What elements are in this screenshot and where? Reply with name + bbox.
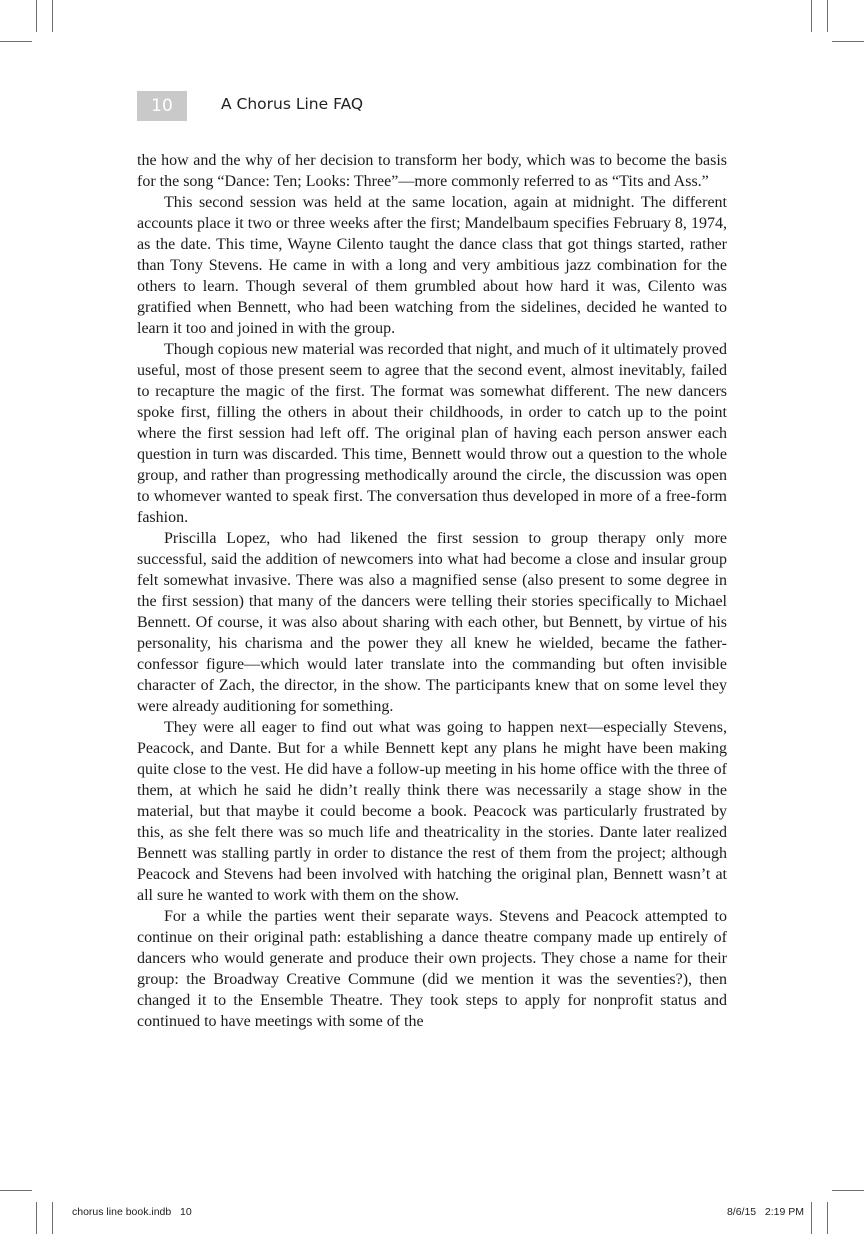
crop-mark [832,1190,864,1191]
crop-mark [52,0,53,32]
crop-mark [52,1202,53,1234]
crop-mark [36,0,37,32]
crop-mark [811,0,812,32]
crop-mark [811,1202,812,1234]
crop-mark [827,1202,828,1234]
crop-mark [0,1190,32,1191]
crop-mark [827,0,828,32]
body-text [137,150,727,1032]
crop-mark [36,1202,37,1234]
crop-mark [832,41,864,42]
paragraph: This second session was held at the same location, again at midnight. The different accounts place it two or three weeks after the first; Mandelbaum specifies February 8, 1974, as the date. This time, Wayne Cilento taught the dance class that got things started, rather than Tony Stevens. He came in with a long and very ambitious jazz combination for the others to learn. Though several of them grumbled about how hard it was, Cilento was gratified when Bennett, who had been watching from the sidelines, decided he wanted to learn it too and joined in with the group. [137,194,727,337]
paragraph: Though copious new material was recorded that night, and much of it ultimately proved useful, most of those present seem to agree that the second event, almost inevitably, failed to recapture the magic of the first. The format was somewhat different. The new dancers spoke first, filling the others in about their childhoods, in order to catch up to the point where the first session had left off. The original plan of having each person answer each question in turn was discarded. This time, Bennett would throw out a question to the whole group, and rather than progressing methodically around the circle, the discussion was open to whomever wanted to speak first. The conversation thus developed in more of a free-form fashion. [137,341,727,526]
page-number-box [137,91,187,121]
running-title: A Chorus Line FAQ [221,95,364,113]
paragraph: the how and the why of her decision to transform her body, which was to become the basis for the song “Dance: Ten; Looks: Three”—more commonly referred to as “Tits and Ass.” [137,152,727,190]
paragraph: Priscilla Lopez, who had likened the first session to group therapy only more successful, said the addition of newcomers into what had become a close and insular group felt somewhat invasive. There was also a magnified sense (also present to some degree in the first session) that many of the dancers were telling their stories specifically to Michael Bennett. Of course, it was also about sharing with each other, but Bennett, by virtue of his personality, his charisma and the power they all knew he wielded, became the father-confessor figure—which would later translate into the commanding but often invisible character of Zach, the director, in the show. The participants knew that on some level they were already auditioning for something. [137,530,727,715]
paragraph: For a while the parties went their separate ways. Stevens and Peacock attempted to continue on their original path: establishing a dance theatre company made up entirely of dancers who would generate and produce their own projects. They chose a name for their group: the Broadway Creative Commune (did we mention it was the seventies?), then changed it to the Ensemble Theatre. They took steps to apply for nonprofit status and continued to have meetings with some of the [137,908,727,1030]
slug-file: chorus line book.indb 10 [72,1206,192,1218]
page-number: 10 [151,96,173,116]
paragraph: They were all eager to find out what was going to happen next—especially Stevens, Peacock, and Dante. But for a while Bennett kept any plans he might have been making quite close to the vest. He did have a follow-up meeting in his home office with the three of them, at which he said he didn’t really think there was necessarily a stage show in the material, but that maybe it could become a book. Peacock was particularly frustrated by this, as she felt there was so much life and theatricality in the stories. Dante later realized Bennett was stalling partly in order to distance the rest of them from the project; although Peacock and Stevens had been involved with hatching the original plan, Bennett wasn’t at all sure he wanted to work with them on the show. [137,719,727,904]
crop-mark [0,41,32,42]
slug-date: 8/6/15 2:19 PM [726,1206,804,1218]
